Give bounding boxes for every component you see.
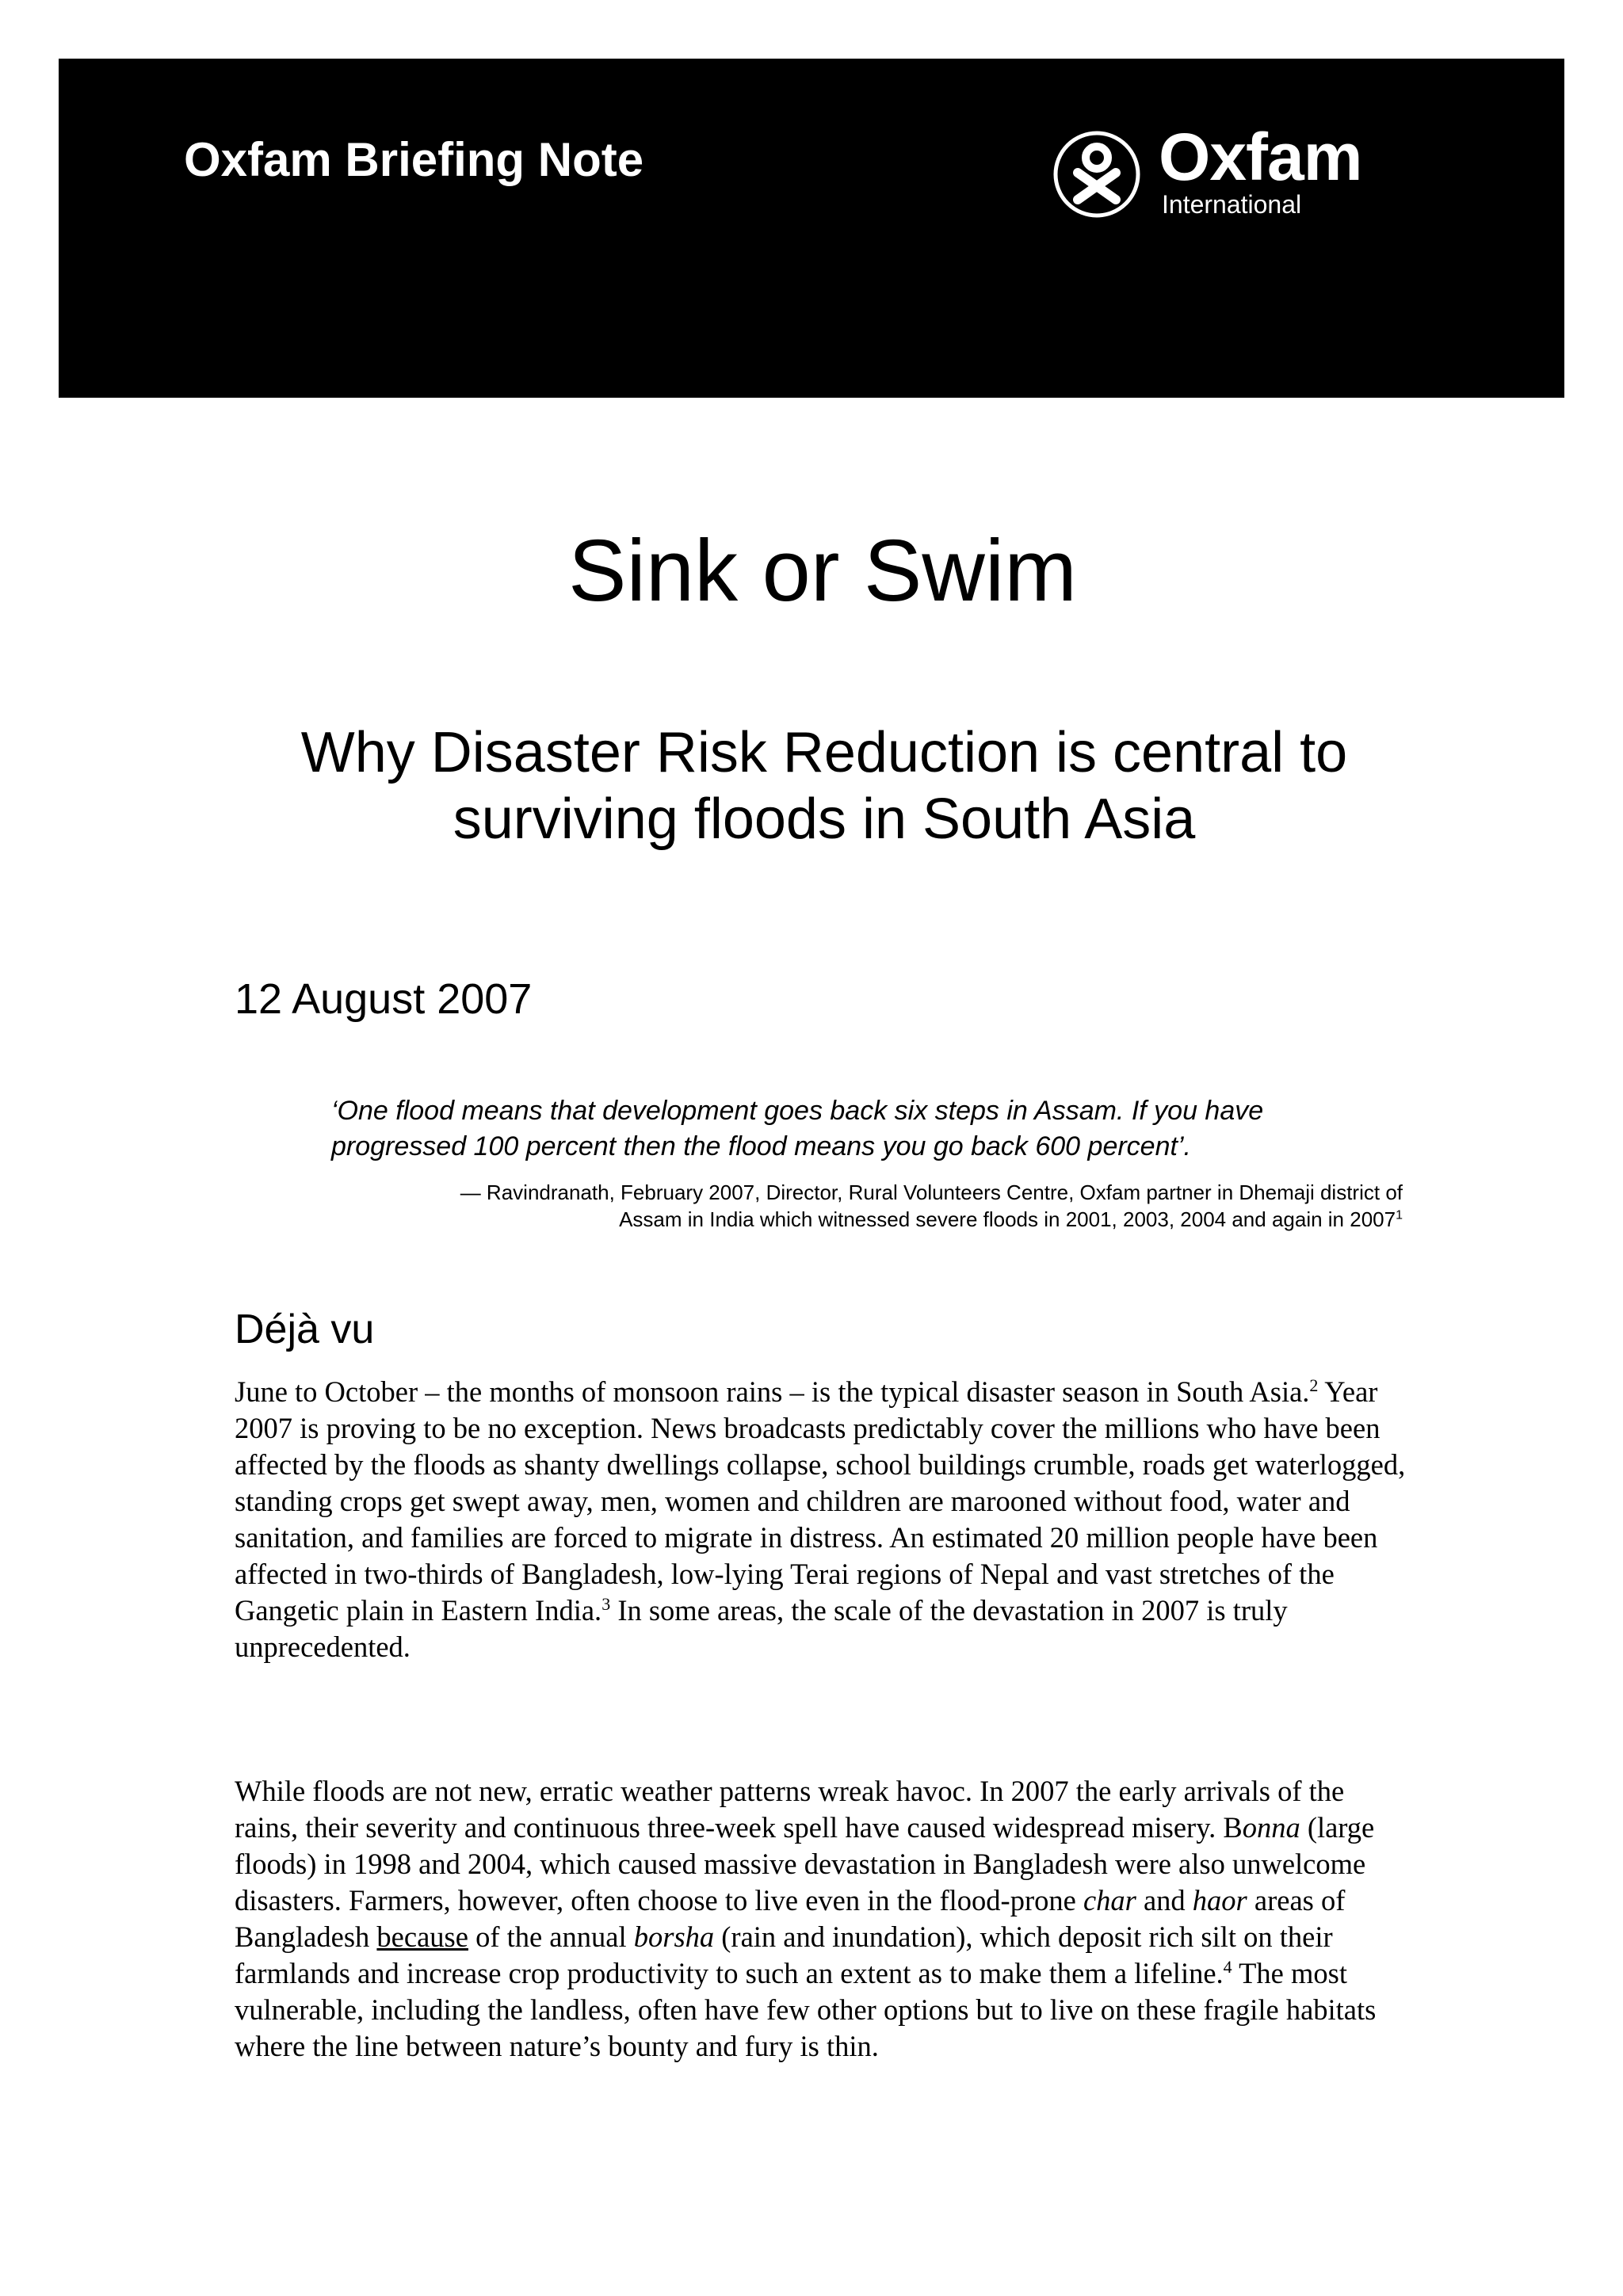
p2-underlined: because [376,1920,468,1953]
document-date: 12 August 2007 [235,975,533,1023]
body-paragraph-2 [235,1773,1407,2065]
logo-subtitle: International [1162,190,1302,219]
p2-italic-1: onna [1242,1811,1300,1844]
p1-text-3: In some areas, the scale of the devastation in 2007 is truly unprecedented. [235,1594,1288,1663]
footnote-ref-3[interactable]: 3 [601,1593,611,1614]
p2-text-1: While floods are not new, erratic weather patterns wreak havoc. In 2007 the early arrivals of the rains, their severity and continuous three-week spell have caused widespread misery. B [235,1775,1345,1844]
p2-text-7: The most vulnerable, including the landless, often have few other options but to live on these fragile habitats where the line between nature’s bounty and fury is thin. [235,1957,1377,2062]
header-banner [59,59,1564,398]
p2-text-4: areas of Bangladesh [235,1884,1346,1953]
attribution-line-1: — Ravindranath, February 2007, Director, Rural Volunteers Centre, Oxfam partner in Dhemaji district of [460,1180,1403,1204]
document-title: Sink or Swim [568,522,1077,620]
quote-line-2: progressed 100 percent then the flood means you go back 600 percent’. [331,1131,1191,1161]
p2-italic-3: haor [1192,1884,1247,1917]
oxfam-logo-icon [1052,130,1141,219]
logo-wordmark: Oxfam [1159,120,1362,194]
p1-text-1: June to October – the months of monsoon rains – is the typical disaster season in South Asia. [235,1375,1310,1408]
footnote-ref-1[interactable]: 1 [1396,1208,1403,1222]
briefing-note-title: Oxfam Briefing Note [184,133,644,186]
footnote-ref-2[interactable]: 2 [1309,1375,1319,1395]
body-paragraph-1 [235,1374,1407,1665]
p2-text-3: and [1136,1884,1193,1917]
p1-text-2: Year 2007 is proving to be no exception. News broadcasts predictably cover the millions who have been affected by the floods as shanty dwellings collapse, school buildings crumble, roads get waterlogged, standing crops get swept away, men, women and children are marooned without food, water and sanitation, and families are forced to migrate in distress. An estimated 20 million people have been affected in two-thirds of Bangladesh, low-lying Terai regions of Nepal and vast stretches of the Gangetic plain in Eastern India. [235,1375,1406,1627]
quote-line-1: ‘One flood means that development goes back six steps in Assam. If you have [331,1096,1264,1126]
p2-text-2: (large floods) in 1998 and 2004, which caused massive devastation in Bangladesh were also unwelcome disasters. Farmers, however, often choose to live even in the flood-prone [235,1811,1375,1917]
document-subtitle [158,719,1490,852]
attribution-line-2: Assam in India which witnessed severe floods in 2001, 2003, 2004 and again in 2007 [619,1207,1396,1231]
p2-text-5: of the annual [468,1920,634,1953]
footnote-ref-4[interactable]: 4 [1223,1956,1232,1977]
p2-italic-4: borsha [633,1920,715,1953]
quote-attribution [301,1179,1403,1233]
subtitle-line-1: Why Disaster Risk Reduction is central to [300,721,1348,784]
p2-italic-2: char [1083,1884,1136,1917]
p2-text-6: (rain and inundation), which deposit rich silt on their farmlands and increase crop productivity to such an extent as to make them a lifeline. [235,1920,1333,1989]
subtitle-line-2: surviving floods in South Asia [453,788,1196,851]
oxfam-logo [1052,120,1385,227]
epigraph-quote [331,1093,1425,1165]
section-heading: Déjà vu [235,1306,375,1352]
